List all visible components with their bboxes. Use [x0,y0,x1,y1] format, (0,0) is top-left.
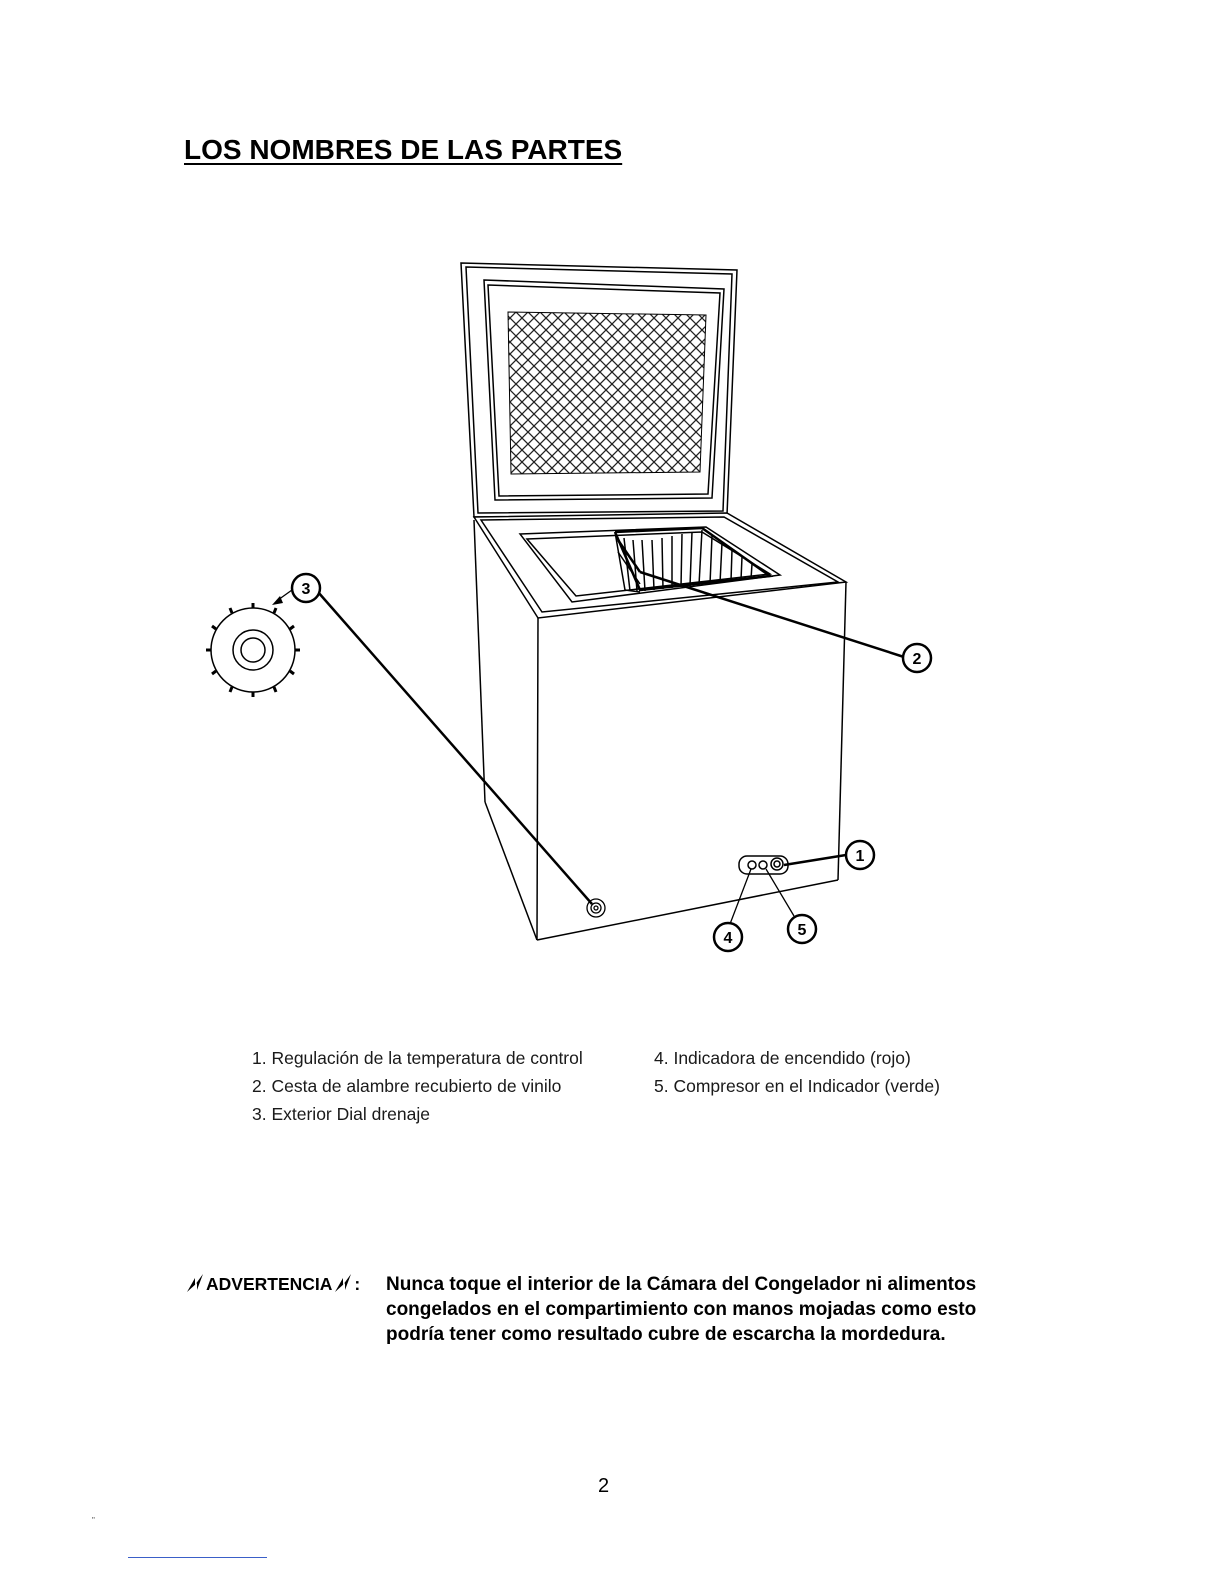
drain-dial-detail [206,603,300,697]
page-title: LOS NOMBRES DE LAS PARTES [184,134,623,165]
page-number: 2 [598,1475,610,1497]
parts-list-right [654,1044,940,1100]
callout-3-label: 3 [301,581,311,598]
warning-colon: : [354,1274,361,1294]
warning-label [184,1273,360,1295]
parts-list-left [252,1044,583,1128]
part-item: 1. Regulación de la temperatura de control [252,1048,583,1068]
footnote-rule [128,1557,267,1558]
callout-1 [846,841,874,869]
warning-text [386,1272,1046,1347]
stray-mark: " [92,1516,95,1525]
warning-line: Nunca toque el interior de la Cámara del Congelador ni alimentos [386,1274,977,1295]
warning-label-text: ADVERTENCIA [206,1274,333,1294]
callout-3 [292,574,320,602]
freezer-diagram [190,250,950,970]
part-item: 3. Exterior Dial drenaje [252,1104,430,1124]
lid-liner-mesh [508,312,706,474]
callout-5 [788,915,816,943]
warning-line: congelados en el compartimiento con manos mojadas como esto [386,1299,977,1320]
leader-lines-thin [278,590,794,924]
callout-1-label: 1 [855,848,865,865]
control-panel [739,856,788,874]
callout-2 [903,644,931,672]
callout-5-label: 5 [797,922,807,939]
lightning-icon [332,1273,354,1293]
warning-line: podría tener como resultado cubre de escarcha la mordedura. [386,1324,946,1345]
callout-4 [714,923,742,951]
part-item: 2. Cesta de alambre recubierto de vinilo [252,1076,562,1096]
callout-2-label: 2 [912,651,922,668]
part-item: 5. Compresor en el Indicador (verde) [654,1076,940,1096]
callout-4-label: 4 [723,930,733,947]
part-item: 4. Indicadora de encendido (rojo) [654,1048,911,1068]
lightning-icon [184,1273,206,1293]
